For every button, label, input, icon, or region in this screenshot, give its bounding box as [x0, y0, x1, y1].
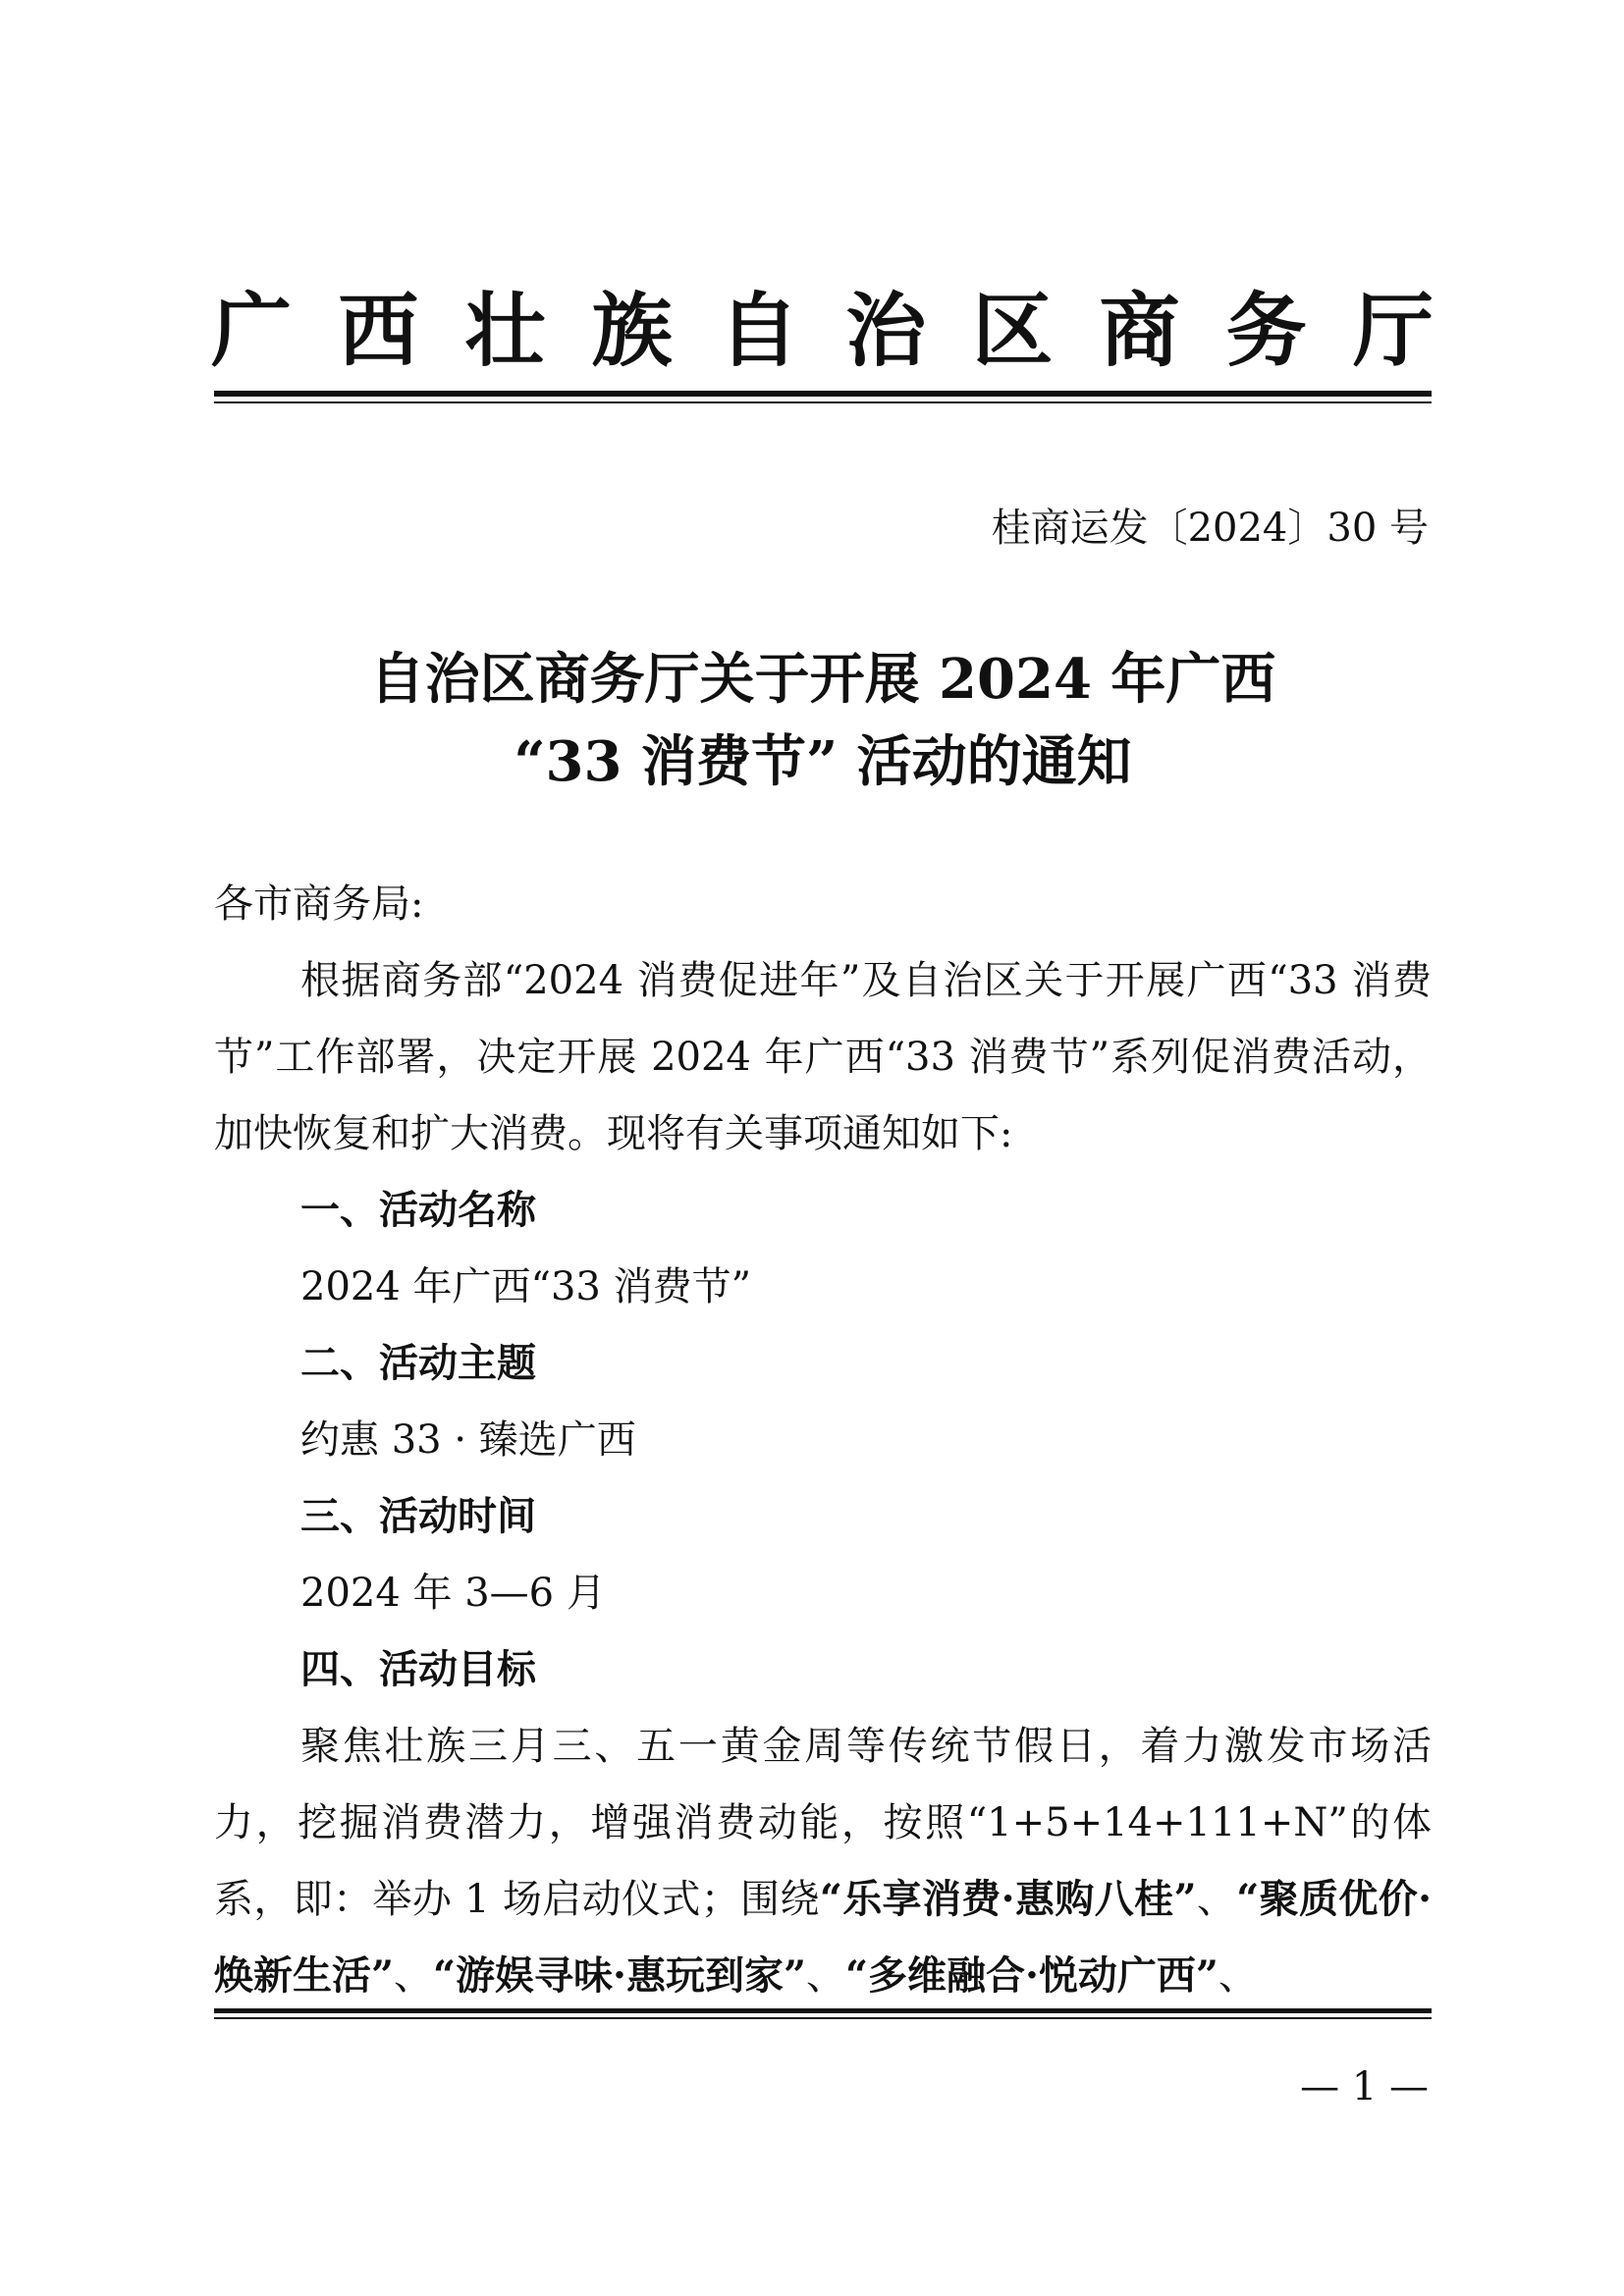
- letterhead-org-name: [211, 277, 1434, 385]
- letterhead-char: 务: [1225, 284, 1307, 378]
- section-heading-goal: 四、活动目标: [300, 1647, 536, 1692]
- intro-paragraph: 根据商务部“2024 消费促进年”及自治区关于开展广西“33 消费节”工作部署，决定开展 2024 年广西“33 消费节”系列促消费活动，加快恢复和扩大消费。现将有关事项通知如下:: [214, 958, 1432, 1156]
- section-heading-time: 三、活动时间: [300, 1494, 536, 1539]
- goal-text: 聚焦壮族三月三、五一黄金周等传统节假日，着力激发市场活力，挖掘消费潜力，增强消费动能，按照“1+5+14+111+N”的体系，即：举办 1 场启动仪式；围绕: [214, 1724, 1432, 1922]
- salutation: 各市商务局:: [214, 881, 424, 927]
- letterhead-char: 广: [211, 284, 293, 378]
- page-number: — 1 —: [1300, 2064, 1429, 2109]
- document-body: [214, 866, 1432, 2014]
- document-title-line-2: “33 消费节” 活动的通知: [514, 729, 1132, 794]
- letterhead-rule-thick: [214, 391, 1432, 397]
- section-value-time: 2024 年 3—6 月: [300, 1571, 606, 1616]
- document-title-line-1: 自治区商务厅关于开展 2024 年广西: [369, 647, 1276, 712]
- goal-slogan-3: “游娱寻味·惠玩到家”: [433, 1952, 806, 1999]
- letterhead-char: 区: [972, 284, 1054, 378]
- footer-rule-thin: [214, 2017, 1432, 2019]
- section-value-name: 2024 年广西“33 消费节”: [300, 1264, 752, 1309]
- document-title: [214, 638, 1432, 803]
- goal-separator: 、: [805, 1953, 845, 1999]
- letterhead-char: 西: [338, 284, 419, 378]
- letterhead-char: 壮: [464, 284, 546, 378]
- letterhead-char: 商: [1099, 284, 1180, 378]
- letterhead-rule-thin: [214, 401, 1432, 403]
- goal-separator: 、: [1196, 1877, 1237, 1922]
- section-heading-theme: 二、活动主题: [300, 1341, 536, 1386]
- goal-slogan-1: “乐享消费·惠购八桂”: [819, 1876, 1197, 1922]
- document-number: 桂商运发〔2024〕30 号: [991, 506, 1429, 551]
- letterhead-char: 族: [591, 284, 673, 378]
- goal-separator: 、: [1218, 1953, 1258, 1999]
- goal-paragraph: [214, 1708, 1432, 2014]
- goal-slogan-2: “聚质优价·焕新生活”: [214, 1876, 1433, 1999]
- letterhead-char: 自: [718, 284, 799, 378]
- section-value-theme: 约惠 33 · 臻选广西: [300, 1417, 636, 1463]
- footer-rule-thick: [214, 2008, 1432, 2013]
- goal-slogan-4: “多维融合·悦动广西”: [844, 1952, 1218, 1999]
- section-heading-name: 一、活动名称: [300, 1188, 536, 1233]
- letterhead-char: 治: [845, 284, 927, 378]
- goal-separator: 、: [394, 1953, 434, 1999]
- letterhead-char: 厅: [1352, 284, 1434, 378]
